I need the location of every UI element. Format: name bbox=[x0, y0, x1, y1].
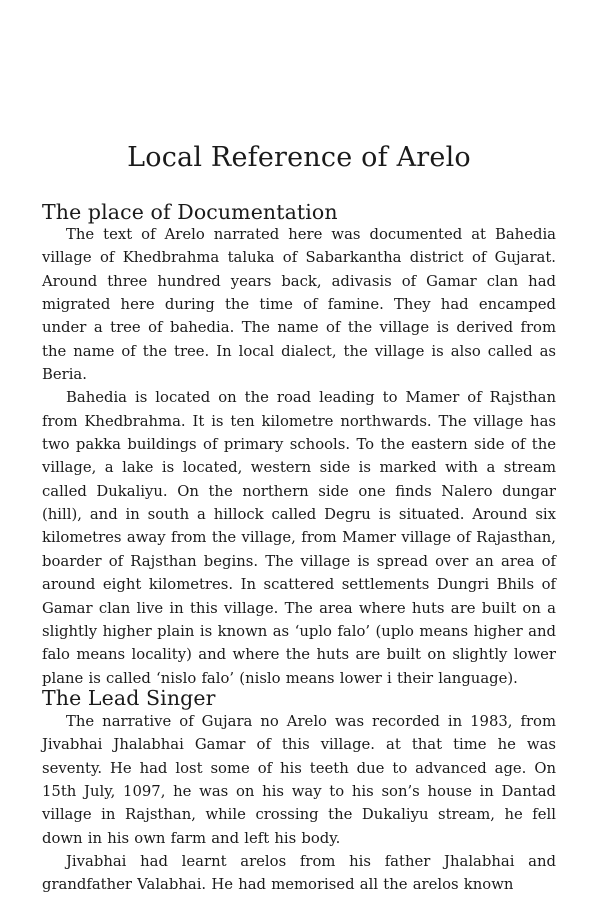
section-body-lead-singer bbox=[42, 710, 556, 897]
paragraph: Jivabhai had learnt arelos from his father Jhalabhai and grandfather Valabhai. He had memorised all the arelos known bbox=[42, 853, 556, 894]
section-heading-documentation: The place of Documentation bbox=[42, 200, 338, 224]
section-body-documentation bbox=[42, 223, 556, 690]
section-heading-lead-singer: The Lead Singer bbox=[42, 686, 216, 710]
paragraph: The text of Arelo narrated here was documented at Bahedia village of Khedbrahma taluka of Sabarkantha district of Gujarat. Around three hundred years back, adivasis of Gamar clan had migrated here during the time of famine. They had encamped under a tree of bahedia. The name of the village is derived from the name of the tree. In local dialect, the village is also called as Beria. bbox=[42, 226, 556, 384]
chapter-title: Local Reference of Arelo bbox=[127, 142, 471, 173]
paragraph: The narrative of Gujara no Arelo was recorded in 1983, from Jivabhai Jhalabhai Gamar of this village. at that time he was seventy. He had lost some of his teeth due to advanced age. On 15th July, 1097, he was on his way to his son’s house in Dantad village in Rajsthan, while crossing the Dukaliyu stream, he fell down in his own farm and left his body. bbox=[42, 713, 556, 847]
paragraph: Bahedia is located on the road leading to Mamer of Rajsthan from Khedbrahma. It is ten kilometre northwards. The village has two pakka buildings of primary schools. To the eastern side of the village, a lake is located, western side is marked with a stream called Dukaliyu. On the northern side one finds Nalero dungar (hill), and in south a hillock called Degru is situated. Around six kilometres away from the village, from Mamer village of Rajasthan, boarder of Rajsthan begins. The village is spread over an area of around eight kilometres. In scattered settlements Dungri Bhils of Gamar clan live in this village. The area where huts are built on a slightly higher plain is known as ‘uplo falo’ (uplo means higher and falo means locality) and where the huts are built on slightly lower plane is called ‘nislo falo’ (nislo means lower i their language). bbox=[42, 389, 556, 687]
